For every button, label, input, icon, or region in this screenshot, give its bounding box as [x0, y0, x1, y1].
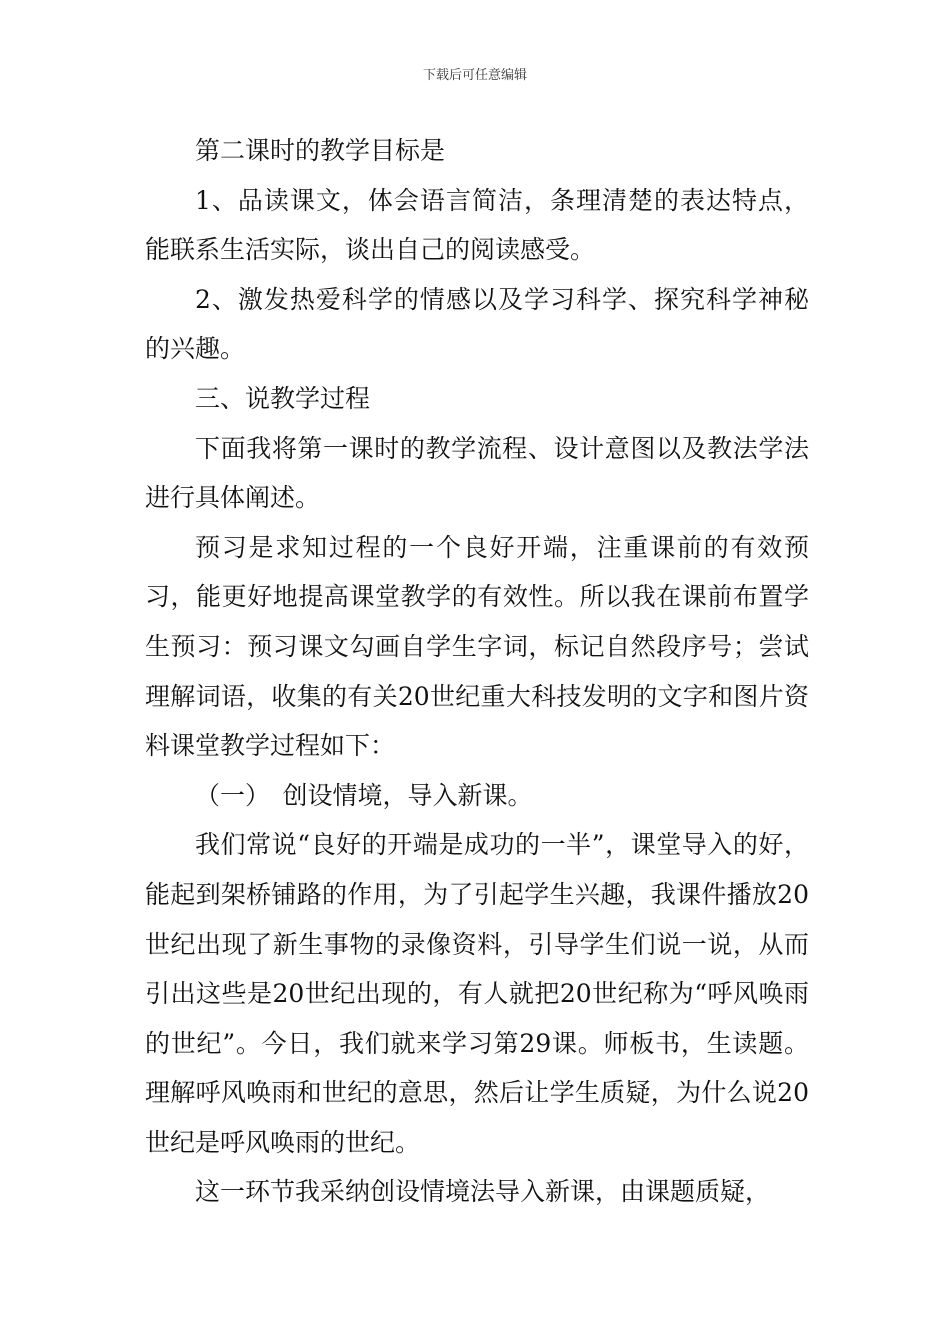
document-body [145, 126, 809, 1217]
page-header: 下载后可任意编辑 [422, 68, 527, 83]
section-heading: 三、说教学过程 [195, 383, 371, 413]
paragraph-goal-2: 2、激发热爱科学的情感以及学习科学、探究科学神秘的兴趣。 [145, 284, 809, 364]
paragraph-intro: 下面我将第一课时的教学流程、设计意图以及教法学法进行具体阐述。 [145, 433, 809, 513]
paragraph-goal-title: 第二课时的教学目标是 [195, 136, 446, 165]
paragraph-method: 这一环节我采纳创设情境法导入新课，由课题质疑， [195, 1177, 771, 1207]
paragraph-goal-1: 1、品读课文，体会语言简洁，条理清楚的表达特点，能联系生活实际，谈出自己的阅读感受。 [145, 185, 809, 265]
paragraph-preview: 预习是求知过程的一个良好开端，注重课前的有效预习，能更好地提高课堂教学的有效性。所以我在课前布置学生预习：预习课文勾画自学生字词，标记自然段序号；尝试理解词语，收集的有关20世纪重大科技发明的文字和图片资料课堂教学过程如下： [145, 532, 809, 761]
paragraph-lead-in: 我们常说“良好的开端是成功的一半”，课堂导入的好，能起到架桥铺路的作用，为了引起学生兴趣，我课件播放20世纪出现了新生事物的录像资料，引导学生们说一说，从而引出这些是20世纪出现的，有人就把20世纪称为“呼风唤雨的世纪”。今日，我们就来学习第29课。师板书，生读题。理解呼风唤雨和世纪的意思，然后让学生质疑，为什么说20世纪是呼风唤雨的世纪。 [145, 830, 809, 1157]
subsection-heading: （一） 创设情境，导入新课。 [195, 780, 533, 810]
